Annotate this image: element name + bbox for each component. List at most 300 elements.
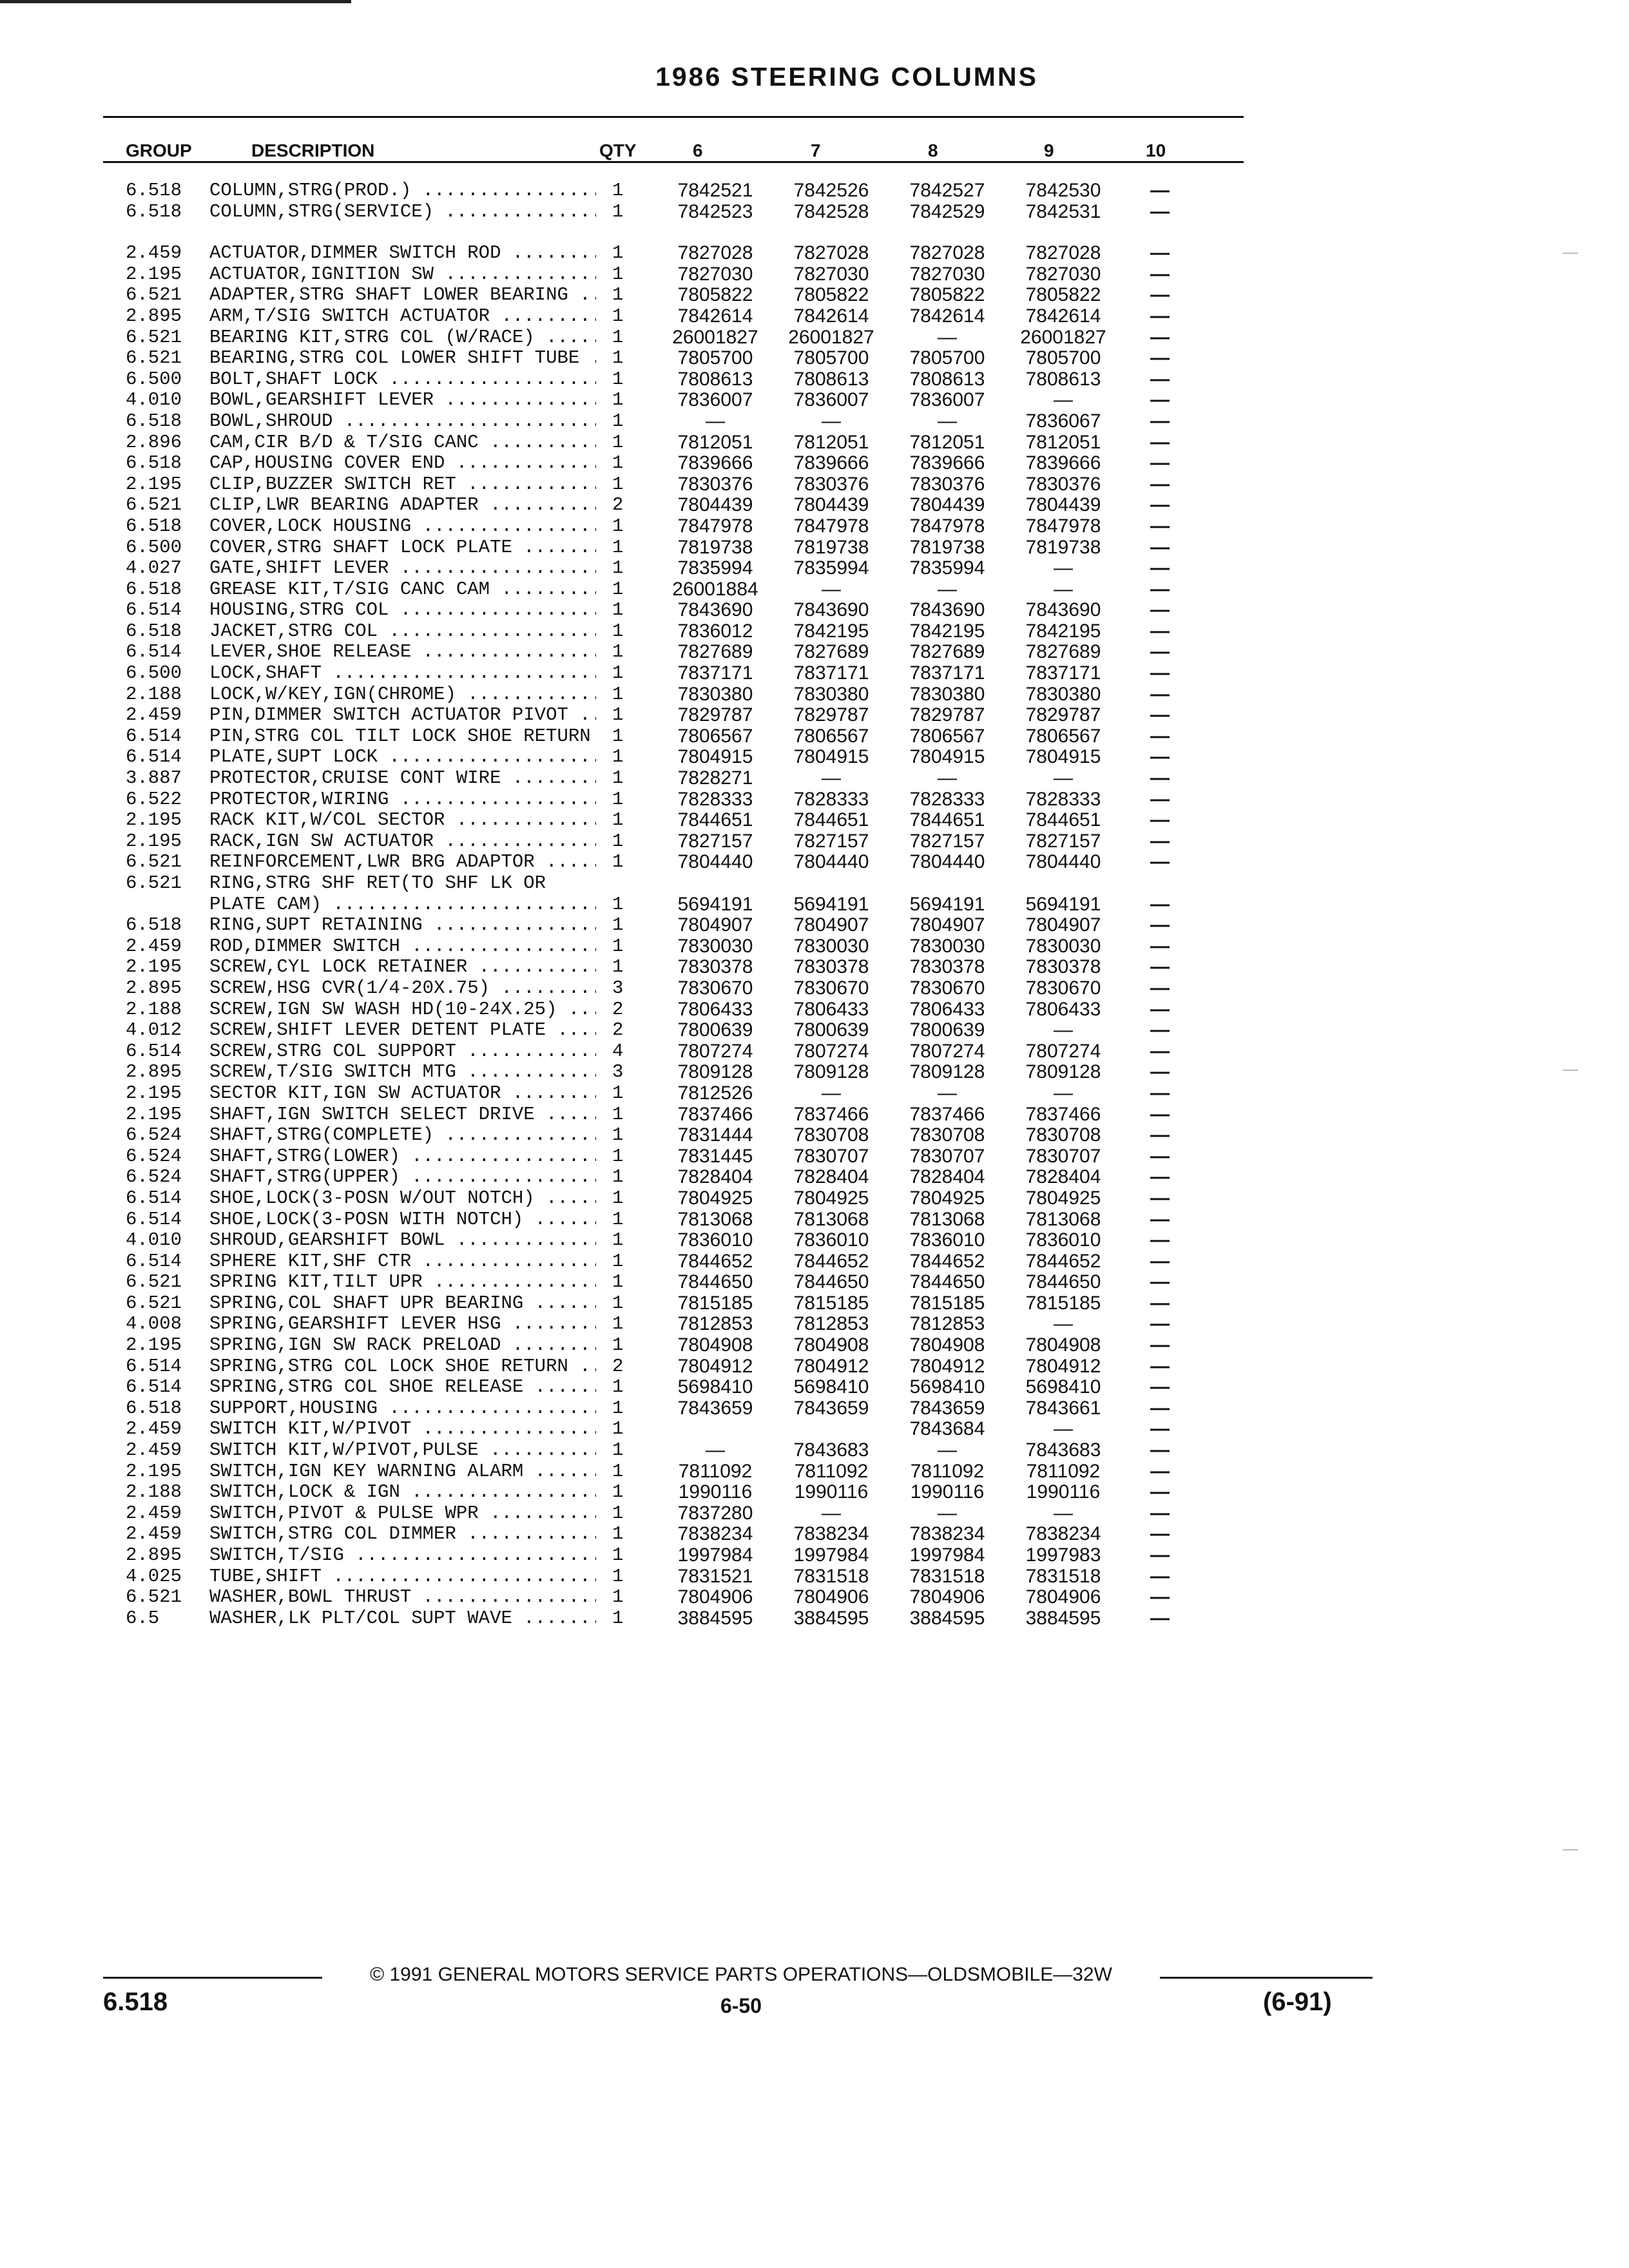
group-cell: 4.008: [126, 1313, 182, 1335]
part-7-cell: 7819738: [793, 536, 869, 558]
group-cell: 6.521: [126, 494, 182, 516]
part-8-cell: 1990116: [910, 1481, 985, 1503]
table-row: [0, 474, 1629, 495]
part-7-cell: 7827030: [793, 263, 869, 285]
part-9-cell: —: [1054, 767, 1073, 789]
table-row: [0, 264, 1629, 285]
part-6-cell: 7806433: [677, 998, 753, 1020]
part-10-cell: —: [1150, 1607, 1170, 1629]
part-8-cell: 7831518: [909, 1565, 985, 1587]
part-7-cell: 26001827: [788, 326, 874, 348]
part-7-cell: 7844651: [793, 809, 869, 831]
group-cell: 6.500: [126, 536, 182, 558]
part-7-cell: 7836007: [793, 389, 869, 411]
part-9-cell: 7804912: [1025, 1355, 1101, 1377]
part-9-cell: 7843683: [1025, 1439, 1101, 1461]
table-row: [0, 1167, 1629, 1188]
part-7-cell: 1997984: [793, 1544, 869, 1566]
description-cell: SHOE,LOCK(3-POSN W/OUT NOTCH) .....: [209, 1188, 596, 1209]
qty-cell: 1: [612, 1145, 624, 1167]
part-7-cell: 7835994: [793, 557, 869, 579]
part-6-cell: 7804925: [677, 1187, 753, 1209]
part-9-cell: 5698410: [1025, 1376, 1101, 1398]
group-cell: 6.521: [126, 1586, 182, 1608]
part-7-cell: 7812853: [793, 1313, 869, 1335]
part-7-cell: 7811092: [794, 1460, 869, 1482]
group-cell: 4.027: [126, 557, 182, 579]
part-7-cell: 7827689: [793, 641, 869, 663]
part-9-cell: 7827030: [1025, 263, 1101, 285]
part-9-cell: 7830707: [1025, 1145, 1101, 1167]
part-8-cell: 7804907: [909, 914, 985, 936]
part-10-cell: —: [1150, 536, 1170, 558]
description-cell: ACTUATOR,DIMMER SWITCH ROD .....: [209, 243, 596, 264]
part-6-cell: 7804439: [677, 494, 753, 516]
group-cell: 4.010: [126, 389, 182, 411]
description-cell: LEVER,SHOE RELEASE .....: [209, 642, 596, 662]
part-7-cell: 7847978: [793, 515, 869, 537]
part-10-cell: —: [1150, 326, 1170, 348]
part-10-cell: —: [1150, 1502, 1170, 1524]
qty-cell: 1: [612, 746, 624, 768]
part-6-cell: 3884595: [677, 1607, 753, 1629]
part-8-cell: 7804906: [909, 1586, 985, 1608]
description-cell: ACTUATOR,IGNITION SW .....: [209, 264, 596, 285]
part-10-cell: —: [1150, 263, 1170, 285]
table-row: [0, 1503, 1629, 1524]
part-10-cell: —: [1150, 809, 1170, 831]
description-cell: PIN,STRG COL TILT LOCK SHOE RETURN .....: [209, 726, 596, 747]
table-row: [0, 1335, 1629, 1356]
part-6-cell: 7836012: [677, 620, 753, 642]
group-cell: 2.895: [126, 977, 182, 999]
table-row: [0, 1062, 1629, 1083]
qty-cell: 1: [612, 200, 624, 222]
part-7-cell: 7837466: [793, 1103, 869, 1125]
qty-cell: 1: [612, 1565, 624, 1587]
table-row: [0, 600, 1629, 621]
part-8-cell: 7838234: [909, 1523, 985, 1545]
table-row: [0, 306, 1629, 327]
table-row: [0, 978, 1629, 999]
part-7-cell: 7804912: [793, 1355, 869, 1377]
part-9-cell: 7806567: [1025, 725, 1101, 747]
qty-cell: 1: [612, 1187, 624, 1209]
description-cell: COVER,LOCK HOUSING .....: [209, 516, 596, 537]
group-cell: 6.514: [126, 725, 182, 747]
part-8-cell: —: [938, 767, 957, 789]
description-cell: SPRING,STRG COL SHOE RELEASE .....: [209, 1377, 596, 1398]
table-row: [0, 369, 1629, 390]
header-rule-top: [103, 116, 1244, 118]
table-row: [0, 1272, 1629, 1293]
group-cell: 2.896: [126, 431, 182, 453]
description-cell: COLUMN,STRG(SERVICE) .....: [209, 202, 596, 222]
description-cell: TUBE,SHIFT .....: [209, 1566, 596, 1587]
group-cell: 2.895: [126, 1544, 182, 1566]
description-cell: SCREW,CYL LOCK RETAINER .....: [209, 957, 596, 977]
part-7-cell: 7804440: [793, 851, 869, 873]
table-row: [0, 327, 1629, 349]
table-row: [0, 999, 1629, 1021]
description-cell: RING,STRG SHF RET(TO SHF LK OR: [209, 873, 546, 894]
group-cell: 2.895: [126, 1061, 182, 1083]
top-edge-bar: [0, 0, 351, 3]
group-cell: 2.188: [126, 998, 182, 1020]
qty-cell: 1: [612, 1460, 624, 1482]
part-7-cell: 7844650: [793, 1271, 869, 1293]
part-10-cell: —: [1150, 893, 1170, 915]
group-cell: 2.195: [126, 1103, 182, 1125]
group-cell: 2.195: [126, 1334, 182, 1356]
part-8-cell: 7830670: [909, 977, 985, 999]
part-9-cell: 7842614: [1025, 305, 1101, 327]
part-10-cell: —: [1150, 746, 1170, 768]
part-9-cell: —: [1054, 578, 1073, 600]
part-10-cell: —: [1150, 1355, 1170, 1377]
part-7-cell: 7843683: [793, 1439, 869, 1461]
part-10-cell: —: [1150, 767, 1170, 789]
description-cell: SPRING,IGN SW RACK PRELOAD .....: [209, 1335, 596, 1356]
part-10-cell: —: [1150, 1040, 1170, 1062]
qty-cell: 1: [612, 326, 624, 348]
table-row: [0, 852, 1629, 873]
description-cell: RACK KIT,W/COL SECTOR .....: [209, 810, 596, 831]
table-row: [0, 1545, 1629, 1566]
group-cell: 6.518: [126, 180, 182, 201]
group-cell: 6.524: [126, 1145, 182, 1167]
parts-table: [0, 180, 1629, 1629]
group-cell: 6.500: [126, 368, 182, 390]
part-7-cell: 3884595: [793, 1607, 869, 1629]
table-row: [0, 1440, 1629, 1461]
group-cell: 6.518: [126, 515, 182, 537]
part-8-cell: —: [938, 578, 957, 600]
part-6-cell: 7847978: [677, 515, 753, 537]
group-cell: 6.514: [126, 1376, 182, 1398]
qty-cell: 1: [612, 389, 624, 411]
part-9-cell: 7804925: [1025, 1187, 1101, 1209]
table-row: [0, 1188, 1629, 1209]
qty-cell: 1: [612, 956, 624, 978]
group-cell: 6.514: [126, 1187, 182, 1209]
table-row: [0, 348, 1629, 369]
table-row: [0, 810, 1629, 831]
table-row: [0, 894, 1629, 916]
part-7-cell: 7842614: [793, 305, 869, 327]
part-9-cell: 7819738: [1025, 536, 1101, 558]
part-9-cell: 7827689: [1025, 641, 1101, 663]
part-9-cell: 7808613: [1025, 368, 1101, 390]
part-10-cell: —: [1150, 704, 1170, 726]
part-6-cell: 7831521: [677, 1565, 753, 1587]
part-7-cell: 7830707: [793, 1145, 869, 1167]
part-6-cell: 7830376: [677, 473, 753, 495]
group-cell: 2.188: [126, 1481, 182, 1503]
part-9-cell: —: [1054, 557, 1073, 579]
part-6-cell: 7812526: [677, 1082, 753, 1104]
group-cell: 6.518: [126, 1397, 182, 1419]
qty-cell: 1: [612, 1523, 624, 1545]
part-10-cell: —: [1150, 662, 1170, 684]
part-6-cell: 7806567: [677, 725, 753, 747]
part-9-cell: —: [1054, 1082, 1073, 1104]
description-cell: BOLT,SHAFT LOCK .....: [209, 369, 596, 390]
part-9-cell: 5694191: [1025, 893, 1101, 915]
description-cell: RACK,IGN SW ACTUATOR .....: [209, 831, 596, 852]
group-cell: 4.012: [126, 1019, 182, 1041]
qty-cell: 1: [612, 263, 624, 285]
part-9-cell: 1990116: [1026, 1481, 1101, 1503]
qty-cell: 1: [612, 1586, 624, 1608]
col-header-6: 6: [693, 140, 703, 160]
part-6-cell: 7827030: [677, 263, 753, 285]
part-6-cell: 7807274: [677, 1040, 753, 1062]
part-8-cell: 7836007: [909, 389, 985, 411]
table-row: [0, 873, 1629, 894]
part-8-cell: 7842529: [909, 200, 985, 222]
part-9-cell: 7836067: [1025, 410, 1101, 432]
part-7-cell: 7838234: [793, 1523, 869, 1545]
footer-group-number: 6.518: [103, 1988, 168, 2016]
part-9-cell: 7843690: [1025, 599, 1101, 621]
group-cell: 6.518: [126, 620, 182, 642]
description-cell: BOWL,SHROUD .....: [209, 411, 596, 432]
description-cell: SCREW,STRG COL SUPPORT .....: [209, 1041, 596, 1062]
table-row: [0, 453, 1629, 474]
part-8-cell: —: [938, 1082, 957, 1104]
description-cell: LOCK,W/KEY,IGN(CHROME) .....: [209, 684, 596, 705]
part-8-cell: 7843684: [909, 1418, 985, 1440]
part-10-cell: —: [1150, 494, 1170, 516]
part-9-cell: 7811092: [1026, 1460, 1101, 1482]
part-7-cell: 7800639: [793, 1019, 869, 1041]
part-7-cell: 7827028: [793, 242, 869, 264]
part-8-cell: 7836010: [909, 1229, 985, 1251]
part-8-cell: 7837466: [909, 1103, 985, 1125]
part-7-cell: 7804908: [793, 1334, 869, 1356]
part-6-cell: 7844652: [677, 1250, 753, 1272]
part-7-cell: 7843659: [793, 1397, 869, 1419]
part-7-cell: 7837171: [793, 662, 869, 684]
description-cell: ARM,T/SIG SWITCH ACTUATOR .....: [209, 306, 596, 327]
part-6-cell: 7812853: [677, 1313, 753, 1335]
description-cell: SWITCH KIT,W/PIVOT,PULSE .....: [209, 1440, 596, 1461]
part-8-cell: 7806567: [909, 725, 985, 747]
part-8-cell: 7812853: [909, 1313, 985, 1335]
part-8-cell: 7804440: [909, 851, 985, 873]
part-6-cell: 7829787: [677, 704, 753, 726]
group-cell: 6.518: [126, 200, 182, 222]
group-cell: 2.188: [126, 683, 182, 705]
description-cell: JACKET,STRG COL .....: [209, 621, 596, 642]
description-cell: SHAFT,STRG(LOWER) .....: [209, 1146, 596, 1167]
table-row: [0, 957, 1629, 978]
part-7-cell: 7806567: [793, 725, 869, 747]
part-9-cell: 7805822: [1025, 284, 1101, 306]
part-8-cell: 7804908: [909, 1334, 985, 1356]
description-cell: ADAPTER,STRG SHAFT LOWER BEARING .....: [209, 285, 596, 305]
part-7-cell: 7836010: [793, 1229, 869, 1251]
part-10-cell: —: [1150, 1082, 1170, 1104]
part-10-cell: —: [1150, 1250, 1170, 1272]
table-row: [0, 1041, 1629, 1062]
part-8-cell: 7839666: [909, 452, 985, 474]
part-9-cell: 7830380: [1025, 683, 1101, 705]
part-6-cell: 7836007: [677, 389, 753, 411]
part-9-cell: 7806433: [1025, 998, 1101, 1020]
table-row: [0, 1251, 1629, 1273]
qty-cell: 1: [612, 452, 624, 474]
part-10-cell: —: [1150, 473, 1170, 495]
part-10-cell: —: [1150, 368, 1170, 390]
table-row: [0, 1146, 1629, 1168]
part-8-cell: —: [938, 1439, 957, 1461]
part-9-cell: 7844652: [1025, 1250, 1101, 1272]
footer-rule-left: [103, 1977, 322, 1979]
part-7-cell: —: [822, 1082, 841, 1104]
group-cell: 6.521: [126, 1292, 182, 1314]
table-row: [0, 1398, 1629, 1419]
part-8-cell: 7830378: [909, 956, 985, 978]
part-8-cell: 7827157: [909, 830, 985, 852]
group-cell: 6.514: [126, 746, 182, 768]
table-row: [0, 684, 1629, 706]
part-8-cell: 7804915: [909, 746, 985, 768]
part-7-cell: —: [822, 1502, 841, 1524]
table-row: [0, 1566, 1629, 1588]
part-8-cell: 7830030: [909, 935, 985, 957]
description-cell: PROTECTOR,CRUISE CONT WIRE .....: [209, 768, 596, 789]
table-row: [0, 663, 1629, 684]
part-7-cell: 7830708: [793, 1124, 869, 1146]
part-8-cell: 7837171: [909, 662, 985, 684]
part-9-cell: 7804906: [1025, 1586, 1101, 1608]
qty-cell: 1: [612, 515, 624, 537]
part-9-cell: 7828333: [1025, 788, 1101, 810]
part-6-cell: 7812051: [677, 431, 753, 453]
part-8-cell: 7804439: [909, 494, 985, 516]
part-7-cell: 5698410: [793, 1376, 869, 1398]
qty-cell: 1: [612, 1334, 624, 1356]
part-6-cell: 7838234: [677, 1523, 753, 1545]
table-row: [0, 1083, 1629, 1104]
part-9-cell: 7804908: [1025, 1334, 1101, 1356]
part-10-cell: —: [1150, 410, 1170, 432]
description-cell: SPRING,COL SHAFT UPR BEARING .....: [209, 1293, 596, 1314]
part-8-cell: 7844651: [909, 809, 985, 831]
part-6-cell: 7844650: [677, 1271, 753, 1293]
part-10-cell: —: [1150, 641, 1170, 663]
description-cell: SWITCH,LOCK & IGN .....: [209, 1482, 596, 1503]
part-7-cell: —: [822, 767, 841, 789]
group-cell: 2.459: [126, 704, 182, 726]
qty-cell: 1: [612, 725, 624, 747]
table-row: [0, 726, 1629, 747]
part-10-cell: —: [1150, 1376, 1170, 1398]
qty-cell: 1: [612, 1502, 624, 1524]
part-6-cell: 7837280: [677, 1502, 753, 1524]
qty-cell: 1: [612, 1166, 624, 1188]
qty-cell: 1: [612, 1481, 624, 1503]
group-cell: 6.521: [126, 1271, 182, 1293]
qty-cell: 1: [612, 851, 624, 873]
group-cell: 6.518: [126, 452, 182, 474]
part-8-cell: 7842614: [909, 305, 985, 327]
part-7-cell: 7813068: [793, 1208, 869, 1230]
table-row: [0, 831, 1629, 852]
part-6-cell: 7837171: [677, 662, 753, 684]
part-8-cell: 7828404: [909, 1166, 985, 1188]
part-10-cell: —: [1150, 977, 1170, 999]
part-9-cell: 7830376: [1025, 473, 1101, 495]
header-rule-bottom: [103, 161, 1244, 163]
qty-cell: 1: [612, 1313, 624, 1335]
group-cell: 2.459: [126, 935, 182, 957]
part-6-cell: 7828271: [677, 767, 753, 789]
table-row: [0, 390, 1629, 411]
part-9-cell: 7830378: [1025, 956, 1101, 978]
part-10-cell: —: [1150, 914, 1170, 936]
part-10-cell: —: [1150, 452, 1170, 474]
qty-cell: 1: [612, 578, 624, 600]
part-9-cell: 7839666: [1025, 452, 1101, 474]
description-cell: SHAFT,STRG(UPPER) .....: [209, 1167, 596, 1187]
part-6-cell: 7811092: [678, 1460, 753, 1482]
part-6-cell: 7830380: [677, 683, 753, 705]
table-row: [0, 747, 1629, 768]
part-10-cell: —: [1150, 284, 1170, 306]
description-cell: RING,SUPT RETAINING .....: [209, 915, 596, 936]
part-7-cell: 7804907: [793, 914, 869, 936]
page-title: 1986 STEERING COLUMNS: [655, 62, 1038, 91]
part-7-cell: 7830670: [793, 977, 869, 999]
part-8-cell: 1997984: [909, 1544, 985, 1566]
part-7-cell: 7804915: [793, 746, 869, 768]
table-row: [0, 432, 1629, 454]
description-cell: CLIP,BUZZER SWITCH RET .....: [209, 474, 596, 495]
part-9-cell: 7827157: [1025, 830, 1101, 852]
group-cell: 6.518: [126, 914, 182, 936]
qty-cell: 1: [612, 1544, 624, 1566]
part-7-cell: 7828333: [793, 788, 869, 810]
part-7-cell: 7804439: [793, 494, 869, 516]
description-cell: SPRING,STRG COL LOCK SHOE RETURN .....: [209, 1356, 596, 1377]
part-6-cell: —: [706, 1439, 725, 1461]
qty-cell: 2: [612, 494, 624, 516]
part-8-cell: 7830376: [909, 473, 985, 495]
table-row: [0, 1314, 1629, 1335]
description-cell: LOCK,SHAFT .....: [209, 663, 596, 684]
part-10-cell: —: [1150, 935, 1170, 957]
table-row: [0, 579, 1629, 601]
group-cell: 2.459: [126, 1502, 182, 1524]
part-8-cell: 7805822: [909, 284, 985, 306]
description-cell: WASHER,LK PLT/COL SUPT WAVE .....: [209, 1608, 596, 1629]
description-cell: SWITCH,T/SIG .....: [209, 1545, 596, 1566]
part-10-cell: —: [1150, 1565, 1170, 1587]
group-cell: 6.524: [126, 1124, 182, 1146]
part-10-cell: —: [1150, 1145, 1170, 1167]
col-header-9: 9: [1044, 140, 1054, 160]
group-cell: 2.195: [126, 809, 182, 831]
part-7-cell: 7812051: [793, 431, 869, 453]
description-cell: COLUMN,STRG(PROD.) .....: [209, 180, 596, 201]
table-row: [0, 1356, 1629, 1378]
group-cell: 2.459: [126, 1439, 182, 1461]
part-9-cell: 7804907: [1025, 914, 1101, 936]
group-cell: 6.5: [126, 1607, 160, 1629]
